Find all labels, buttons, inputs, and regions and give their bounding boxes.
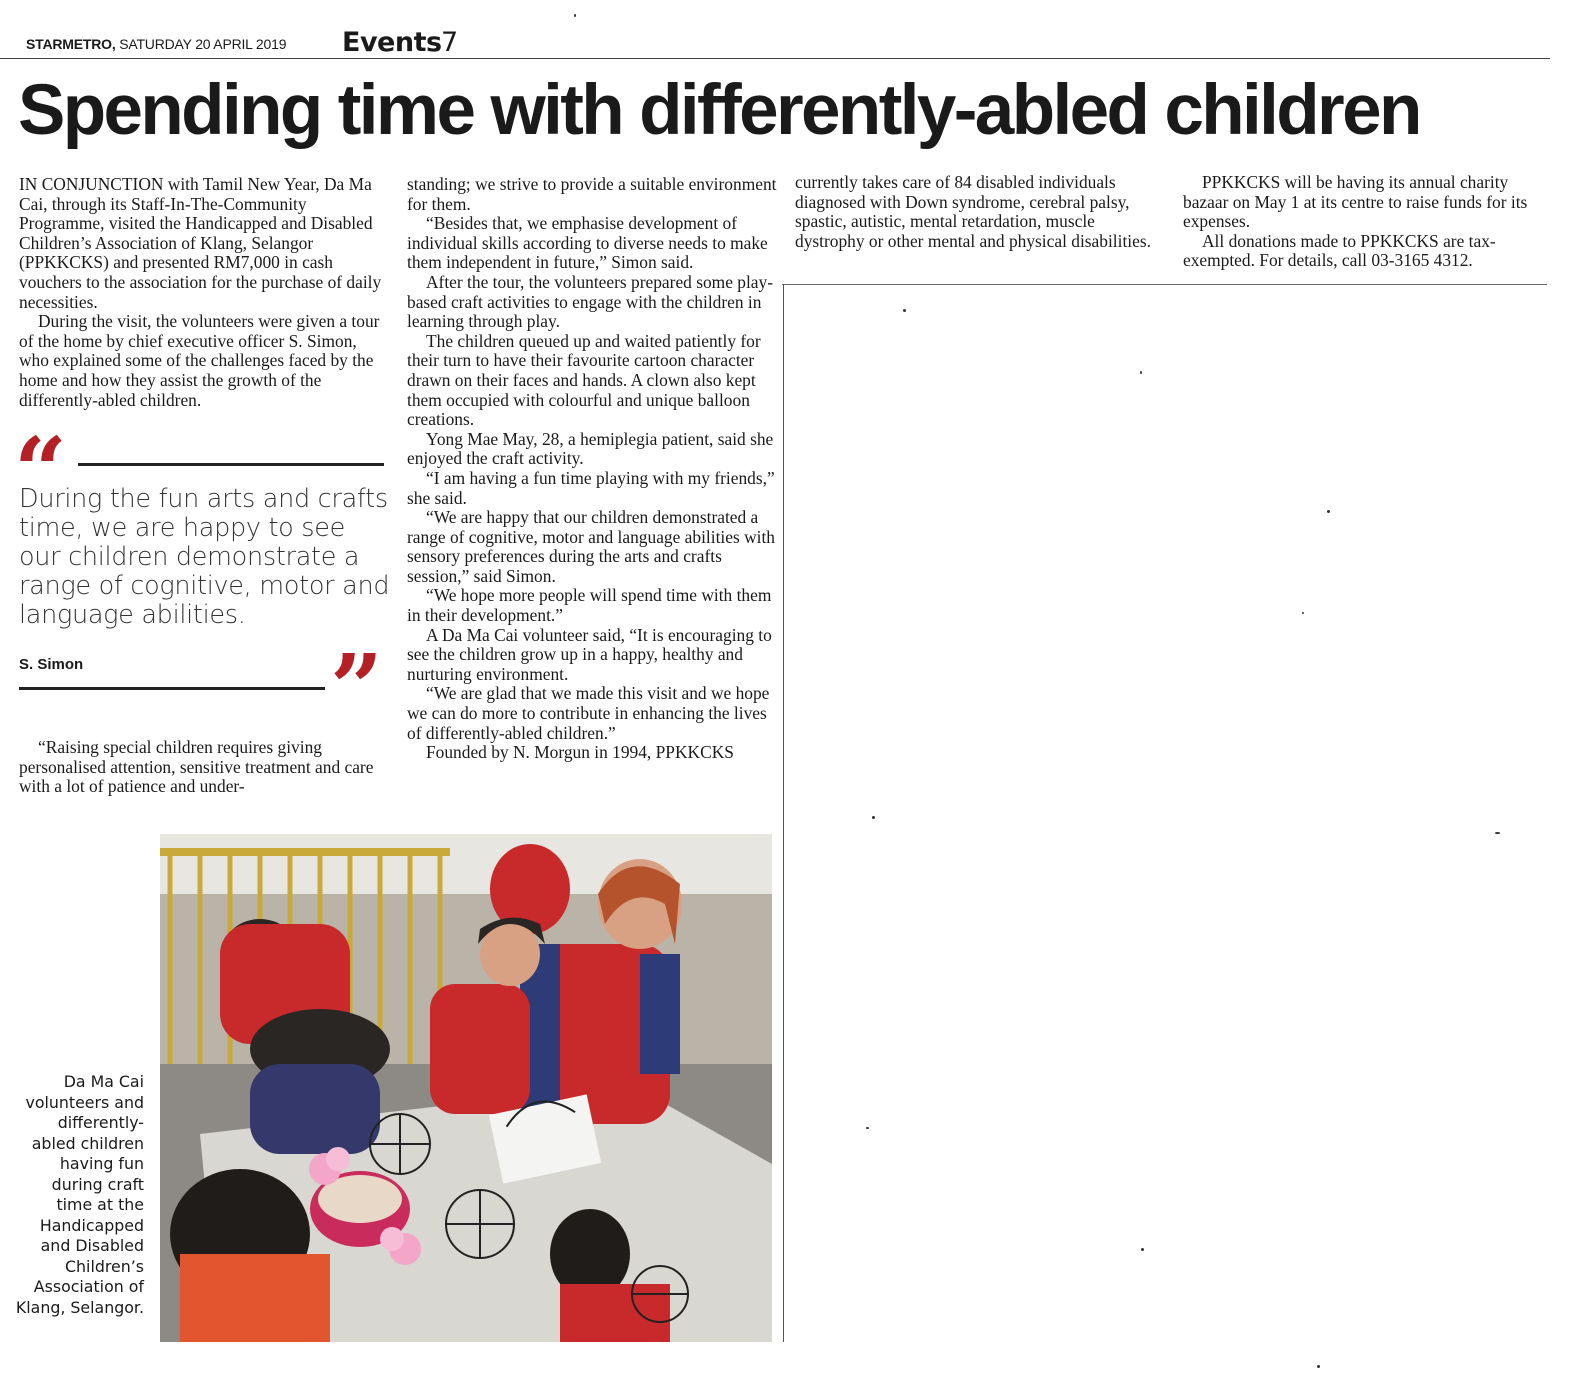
article-column-4 (1183, 173, 1545, 271)
paragraph: During the visit, the volunteers were given a tour of the home by chief executive officer S. Simon, who explained some of the challenges faced by the home and how they assist the growth of the differently-abled children. (19, 311, 380, 410)
scan-speck (866, 1127, 869, 1129)
paragraph: “Besides that, we emphasise development of individual skills according to diverse needs to make them independent in future,” Simon said. (407, 213, 768, 273)
scan-speck (903, 309, 906, 312)
article-column-2 (407, 175, 777, 763)
article-column-1 (19, 175, 385, 410)
close-quote-icon: ” (330, 634, 383, 742)
photo-caption: Da Ma Cai volunteers and differently-abled children having fun during craft time at the Handicapped and Disabled Children’s Association of Klang, Selangor. (15, 1072, 144, 1317)
event-photo (160, 834, 772, 1342)
paragraph: standing; we strive to provide a suitable environment for them. (407, 174, 777, 214)
paragraph: IN CONJUNCTION with Tamil New Year, Da Ma Cai, through its Staff-In-The-Community Programme, visited the Handicapped and Disabled Children’s Association of Klang, Selangor (PPKKCKS) and presented RM7,000 in cash vouchers to the association for the purchase of daily necessities. (19, 174, 382, 312)
header-rule (0, 58, 1550, 59)
masthead-paper-date (26, 36, 286, 52)
paragraph: The children queued up and waited patiently for their turn to have their favourite cartoon character drawn on their faces and hands. A clown also kept them occupied with colourful and unique balloon creations. (407, 330, 761, 430)
paragraph: currently takes care of 84 disabled individuals diagnosed with Down syndrome, cerebral palsy, spastic, autistic, mental retardation, muscle dystrophy or other mental and physical disabilities. (795, 172, 1151, 251)
paragraph: Founded by N. Morgun in 1994, PPKKCKS (426, 742, 734, 763)
event-photo-illustration (160, 834, 772, 1342)
section-title: Events (342, 27, 442, 58)
issue-date: SATURDAY 20 APRIL 2019 (119, 36, 287, 52)
article-column-1-continued (19, 738, 385, 797)
paragraph: Yong Mae May, 28, a hemiplegia patient, said she enjoyed the craft activity. (407, 428, 774, 469)
article-column-3 (795, 173, 1165, 251)
paragraph: All donations made to PPKKCKS are tax-exempted. For details, call 03-3165 4312. (1183, 230, 1496, 271)
headline: Spending time with differently-abled children (18, 71, 1420, 150)
scan-speck (1327, 510, 1330, 513)
scan-speck (872, 816, 875, 819)
scan-speck (1302, 612, 1304, 614)
article-end-rule (782, 284, 1547, 285)
paper-name: STARMETRO, (26, 36, 116, 52)
pullquote-top-rule (78, 463, 384, 466)
scan-speck (1317, 1365, 1320, 1368)
paragraph: After the tour, the volunteers prepared some play-based craft activities to engage with the children in learning through play. (407, 271, 773, 332)
pullquote-text: During the fun arts and crafts time, we are happy to see our children demonstrate a range of cognitive, motor and language abilities. (19, 484, 390, 630)
scan-speck (1140, 371, 1142, 374)
paragraph: PPKKCKS will be having its annual charity bazaar on May 1 at its centre to raise funds for its expenses. (1183, 172, 1528, 232)
scan-speck (1141, 1248, 1144, 1251)
scan-speck (574, 14, 576, 17)
paragraph: “We are glad that we made this visit and we hope we can do more to contribute in enhancing the lives of differently-abled children.” (407, 683, 770, 743)
paragraph: “We are happy that our children demonstrated a range of cognitive, motor and language abilities with sensory preferences during the arts and crafts session,” said Simon. (407, 507, 775, 586)
page-number: 7 (441, 27, 459, 58)
column-divider (783, 284, 784, 1342)
scan-speck (1495, 832, 1500, 834)
open-quote-icon: “ (14, 417, 67, 525)
pullquote-author: S. Simon (19, 656, 84, 673)
paragraph: “Raising special children requires giving personalised attention, sensitive treatment and care with a lot of patience and under- (19, 737, 374, 797)
paragraph: A Da Ma Cai volunteer said, “It is encouraging to see the children grow up in a happy, healthy and nurturing environment. (407, 624, 772, 684)
pullquote-bottom-rule (19, 687, 325, 690)
paragraph: “I am having a fun time playing with my friends,” she said. (407, 467, 775, 508)
paragraph: “We hope more people will spend time with them in their development.” (407, 585, 772, 626)
